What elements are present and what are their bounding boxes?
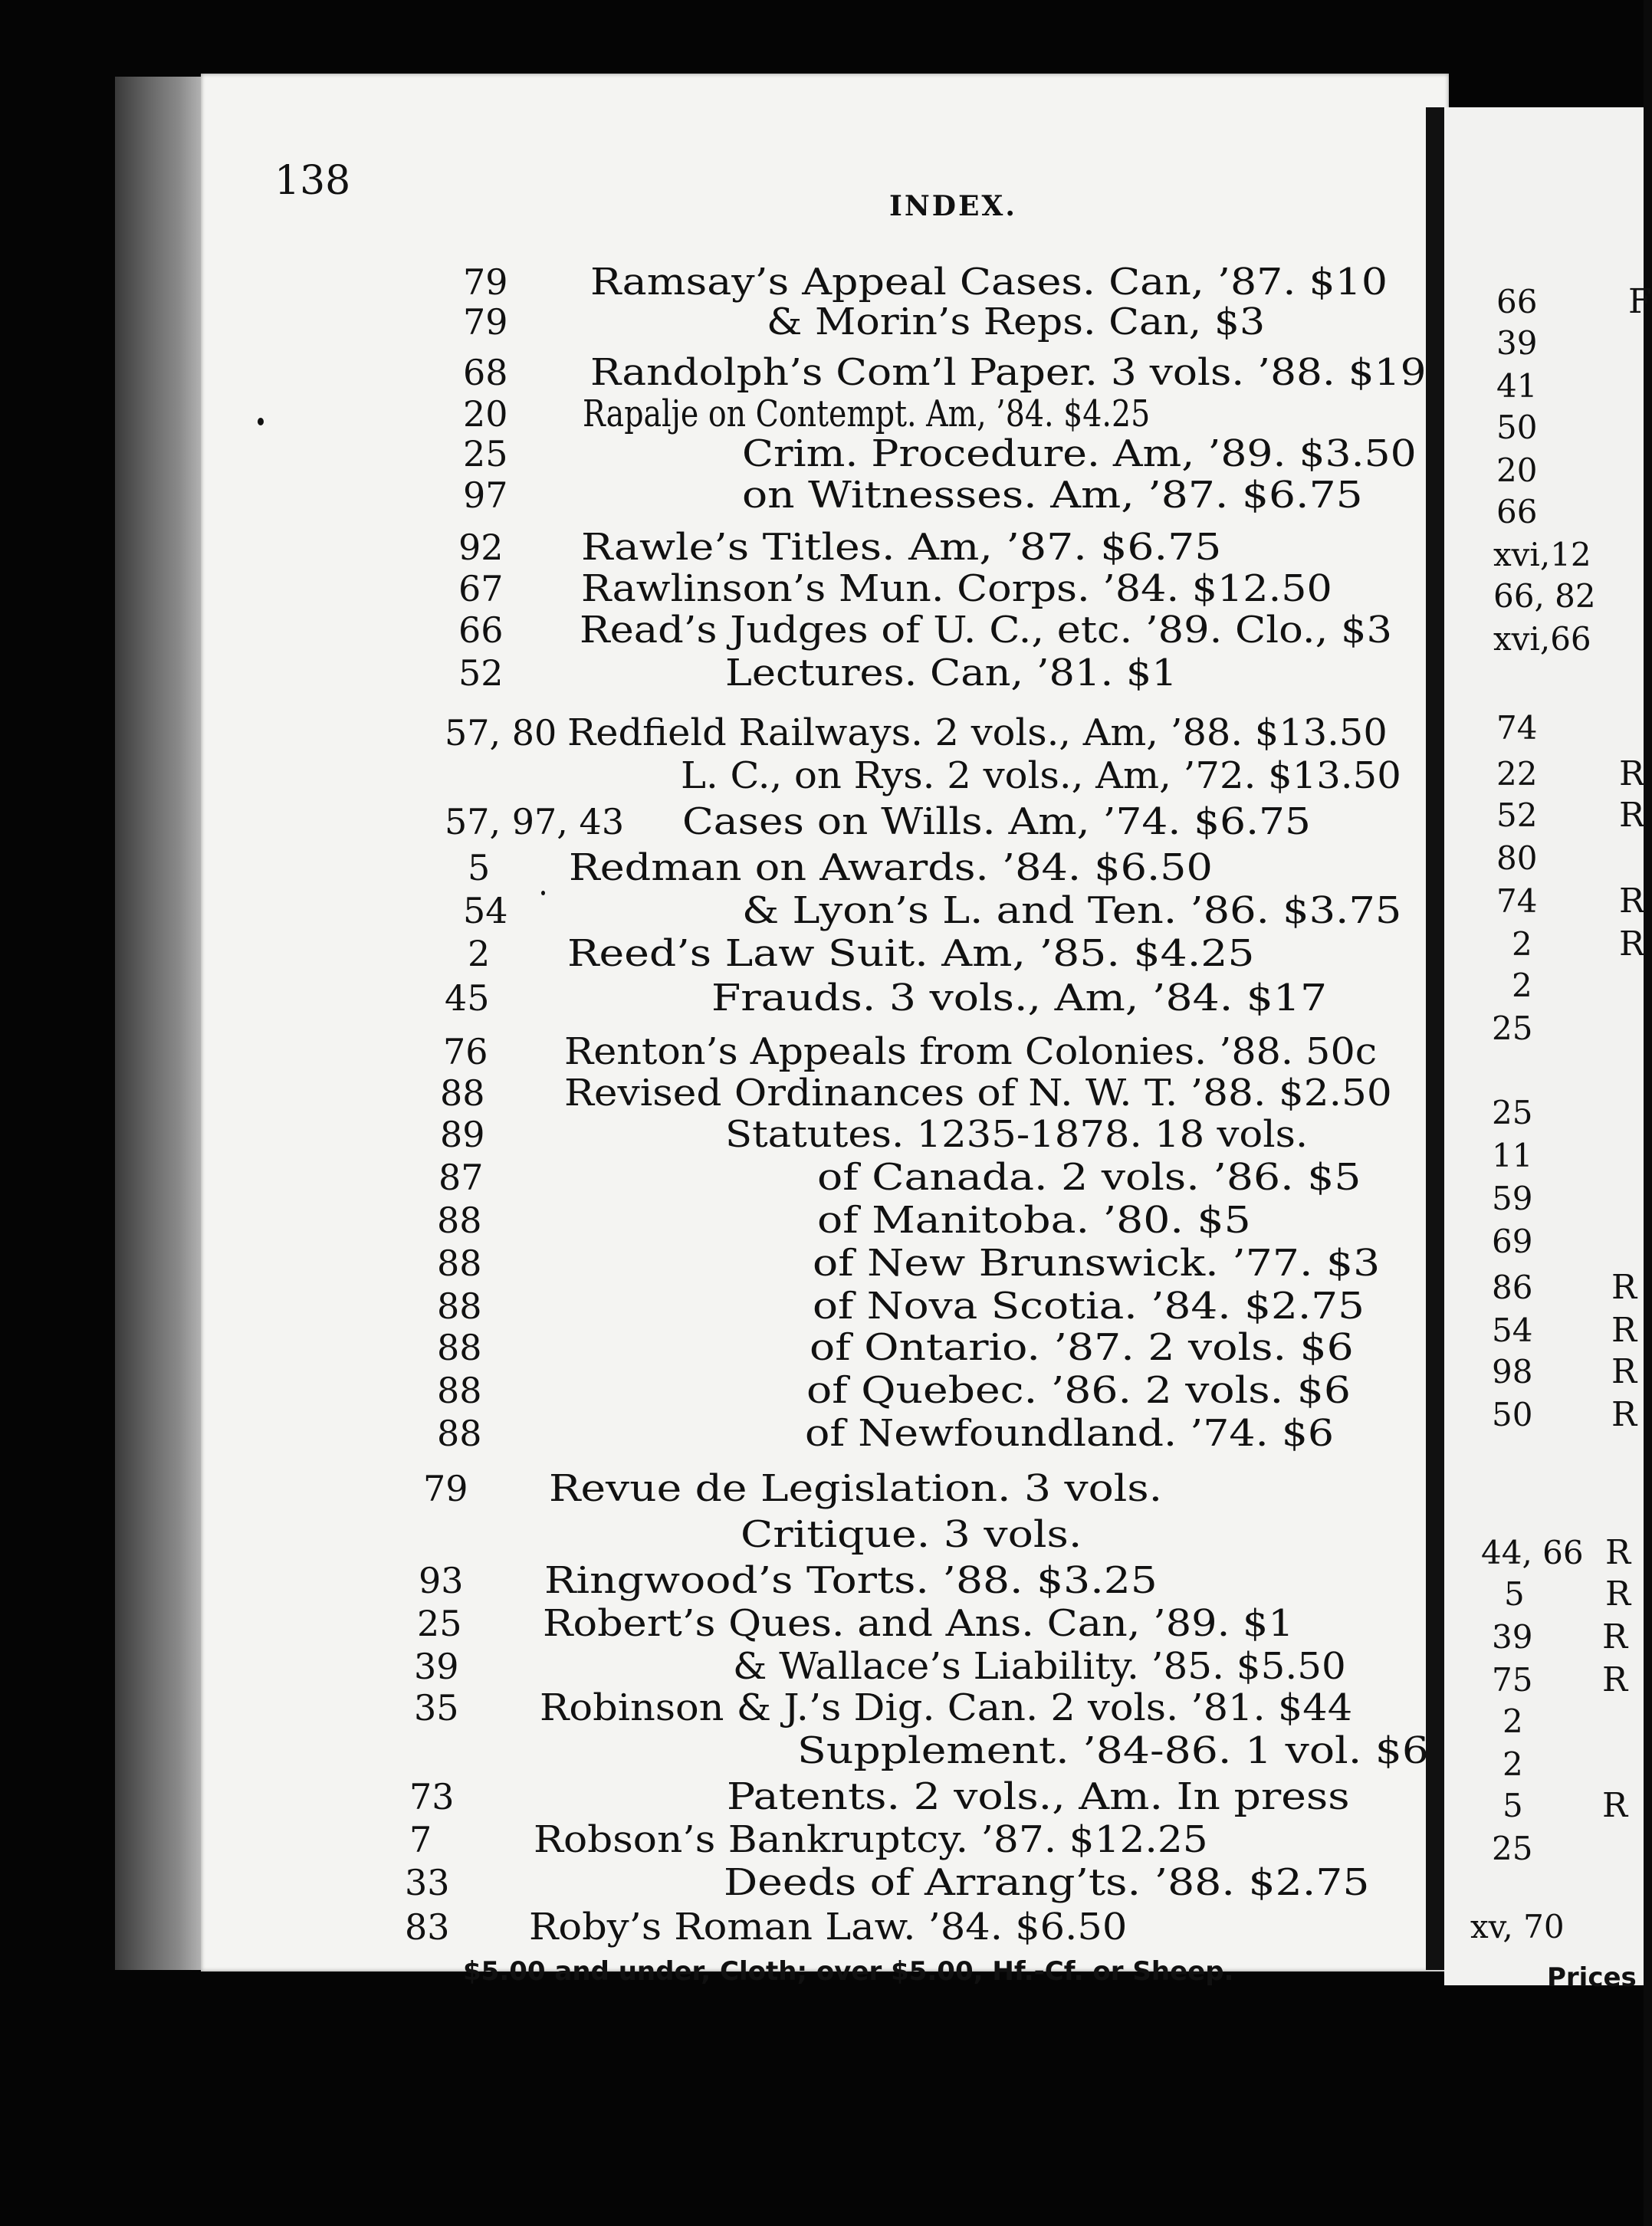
right-page-ref: 20	[1496, 451, 1538, 489]
entry-page-ref: 66	[458, 609, 504, 651]
entry-title: on Witnesses. Am, ’87. $6.75	[742, 474, 1363, 517]
right-page-ref: 98	[1492, 1353, 1533, 1390]
right-page-ref: 2	[1512, 967, 1532, 1004]
entry-page-ref: 67	[458, 568, 504, 609]
right-page-entry-initial: F	[1628, 282, 1652, 321]
entry-title: Ringwood’s Torts. ’88. $3.25	[544, 1559, 1158, 1602]
right-page-ref: 39	[1496, 324, 1538, 362]
right-page-entry-initial: R	[1602, 1617, 1628, 1656]
right-page-ref: xv, 70	[1470, 1908, 1565, 1945]
entry-page-ref: 20	[463, 393, 508, 435]
right-page-ref: 50	[1492, 1396, 1533, 1433]
entry-page-ref: 39	[414, 1646, 459, 1687]
entry-title: Critique. 3 vols.	[741, 1513, 1082, 1556]
entry-page-ref: 33	[405, 1862, 450, 1903]
entry-page-ref: 97	[463, 474, 508, 516]
entry-title: Rawle’s Titles. Am, ’87. $6.75	[581, 526, 1222, 569]
entry-title: & Lyon’s L. and Ten. ’86. $3.75	[742, 889, 1402, 932]
right-page-entry-initial: R	[1605, 1574, 1631, 1614]
right-page-ref: 59	[1492, 1180, 1533, 1217]
entry-title: Robinson & J.’s Dig. Can. 2 vols. ’81. $44	[540, 1686, 1353, 1729]
right-page-ref: 86	[1492, 1269, 1533, 1306]
right-page-ref: xvi,66	[1493, 620, 1591, 658]
price-note-footer: $5.00 and under, Cloth; over $5.00, Hf.-Cf. or Sheep.	[463, 1956, 1234, 1987]
right-page-ref: 41	[1496, 367, 1538, 405]
entry-title: Rawlinson’s Mun. Corps. ’84. $12.50	[581, 567, 1332, 610]
entry-title: Statutes. 1235-1878. 18 vols.	[725, 1113, 1309, 1156]
entry-page-ref: 79	[463, 301, 508, 343]
right-page-ref: 74	[1496, 709, 1538, 747]
entry-page-ref: 93	[419, 1560, 464, 1601]
right-page-ref: 25	[1492, 1094, 1533, 1131]
right-page-ref: 80	[1496, 839, 1538, 877]
right-page-ref: 2	[1503, 1745, 1523, 1783]
right-page-ref: 66	[1496, 493, 1538, 530]
entry-page-ref: 88	[437, 1243, 482, 1284]
right-page-entry-initial: R	[1611, 1311, 1637, 1350]
entry-title: of Quebec. ’86. 2 vols. $6	[806, 1369, 1351, 1412]
entry-page-ref: 2	[468, 933, 491, 974]
entry-title: Robson’s Bankruptcy. ’87. $12.25	[534, 1818, 1208, 1861]
right-page-entry-initial: R	[1611, 1352, 1637, 1391]
entry-title: & Morin’s Reps. Can, $3	[767, 300, 1266, 343]
entry-title: Cases on Wills. Am, ’74. $6.75	[682, 800, 1311, 843]
entry-title: Redfield Railways. 2 vols., Am, ’88. $13.50	[567, 711, 1388, 754]
entry-page-ref: 92	[458, 527, 504, 568]
entry-title: Revue de Legislation. 3 vols.	[549, 1467, 1163, 1510]
entry-title: Redman on Awards. ’84. $6.50	[569, 846, 1213, 889]
right-page-ref: 74	[1496, 882, 1538, 920]
entry-page-ref: 25	[463, 433, 508, 474]
entry-title: Frauds. 3 vols., Am, ’84. $17	[711, 977, 1328, 1019]
entry-title: L. C., on Rys. 2 vols., Am, ’72. $13.50	[681, 754, 1401, 797]
right-page-ref: 22	[1496, 755, 1538, 793]
entry-page-ref: 76	[443, 1031, 488, 1072]
entry-title: Reed’s Law Suit. Am, ’85. $4.25	[567, 932, 1255, 975]
entry-title: of Canada. 2 vols. ’86. $5	[817, 1156, 1361, 1199]
right-page-ref: 44, 66	[1481, 1534, 1584, 1571]
entry-page-ref: 73	[409, 1776, 455, 1817]
right-page-entry-initial: R	[1619, 754, 1645, 793]
entry-title: of Manitoba. ’80. $5	[817, 1199, 1251, 1242]
entry-title: Supplement. ’84-86. 1 vol. $6	[797, 1729, 1430, 1772]
right-page-ref: 50	[1496, 409, 1538, 446]
right-page-entry-initial: R	[1602, 1660, 1628, 1699]
right-page	[1444, 107, 1644, 1985]
right-page-ref: 5	[1503, 1787, 1523, 1824]
entry-page-ref: 5	[468, 847, 491, 888]
entry-title: Randolph’s Com’l Paper. 3 vols. ’88. $19	[590, 351, 1427, 394]
entry-page-ref: 88	[437, 1200, 482, 1241]
ink-speck	[541, 891, 545, 895]
entry-title: of Nova Scotia. ’84. $2.75	[813, 1285, 1365, 1328]
entry-page-ref: 88	[437, 1413, 482, 1454]
entry-title: Ramsay’s Appeal Cases. Can, ’87. $10	[590, 261, 1388, 304]
right-page-entry-initial: R	[1619, 796, 1645, 835]
entry-title: Deeds of Arrang’ts. ’88. $2.75	[724, 1861, 1370, 1904]
entry-title: of Newfoundland. ’74. $6	[805, 1412, 1335, 1455]
book-spine-edge	[115, 77, 207, 1970]
entry-page-ref: 54	[463, 890, 508, 931]
entry-title: Renton’s Appeals from Colonies. ’88. 50c	[564, 1030, 1378, 1073]
entry-page-ref: 45	[445, 977, 490, 1019]
entry-page-ref: 88	[437, 1370, 482, 1411]
entry-page-ref: 52	[458, 652, 504, 694]
right-page-footer: Prices	[1547, 1962, 1637, 1993]
right-page-ref: 2	[1503, 1702, 1523, 1740]
entry-page-ref: 25	[417, 1603, 462, 1644]
entry-title: Lectures. Can, ’81. $1	[725, 652, 1177, 694]
right-page-entry-initial: R	[1602, 1786, 1628, 1825]
entry-page-ref: 7	[409, 1819, 432, 1860]
ink-speck	[258, 418, 264, 425]
entry-page-ref: 57, 80	[445, 712, 557, 753]
entry-title: Read’s Judges of U. C., etc. ’89. Clo., $3	[580, 609, 1393, 652]
right-page-ref: 5	[1504, 1575, 1525, 1613]
right-page-entry-initial: R	[1611, 1268, 1637, 1307]
right-page-ref: 69	[1492, 1223, 1533, 1260]
entry-page-ref: 87	[438, 1157, 484, 1198]
right-page-ref: 11	[1492, 1137, 1533, 1174]
right-page-entry-initial: R	[1619, 882, 1645, 921]
entry-title: of New Brunswick. ’77. $3	[813, 1242, 1381, 1285]
entry-title: of Ontario. ’87. 2 vols. $6	[810, 1326, 1354, 1369]
entry-title: Crim. Procedure. Am, ’89. $3.50	[742, 432, 1417, 475]
page-title: INDEX.	[889, 190, 1017, 222]
right-page-ref: 25	[1492, 1830, 1533, 1867]
page-number: 138	[274, 158, 351, 204]
entry-page-ref: 68	[463, 352, 508, 393]
entry-page-ref: 35	[414, 1687, 459, 1729]
right-page-entry-initial: R	[1611, 1395, 1637, 1434]
right-page-entry-initial: R	[1619, 924, 1645, 964]
entry-page-ref: 79	[423, 1468, 468, 1509]
entry-title: Revised Ordinances of N. W. T. ’88. $2.50	[564, 1072, 1392, 1115]
entry-title: Roby’s Roman Law. ’84. $6.50	[529, 1906, 1128, 1949]
entry-page-ref: 88	[440, 1072, 485, 1114]
entry-page-ref: 57, 97, 43	[445, 801, 625, 842]
entry-page-ref: 88	[437, 1327, 482, 1368]
entry-page-ref: 79	[463, 261, 508, 303]
entry-page-ref: 88	[437, 1285, 482, 1327]
entry-page-ref: 83	[405, 1906, 450, 1948]
entry-title: Robert’s Ques. and Ans. Can, ’89. $1	[543, 1602, 1294, 1645]
right-page-ref: 39	[1492, 1618, 1533, 1656]
right-page-ref: 2	[1512, 925, 1532, 963]
entry-title: Patents. 2 vols., Am. In press	[727, 1775, 1350, 1818]
right-page-ref: 25	[1492, 1010, 1533, 1047]
book-gutter	[1426, 107, 1444, 1970]
right-page-entry-initial: R	[1605, 1533, 1631, 1572]
right-page-ref: 75	[1492, 1661, 1533, 1699]
entry-title: Rapalje on Contempt. Am, ’84. $4.25	[583, 392, 1151, 435]
entry-title: & Wallace’s Liability. ’85. $5.50	[733, 1645, 1346, 1688]
right-page-ref: 66	[1496, 283, 1538, 320]
right-page-ref: 54	[1492, 1312, 1533, 1349]
right-page-ref: 52	[1496, 796, 1538, 834]
right-page-ref: xvi,12	[1493, 536, 1591, 573]
right-page-ref: 66, 82	[1493, 577, 1596, 615]
entry-page-ref: 89	[440, 1114, 485, 1155]
